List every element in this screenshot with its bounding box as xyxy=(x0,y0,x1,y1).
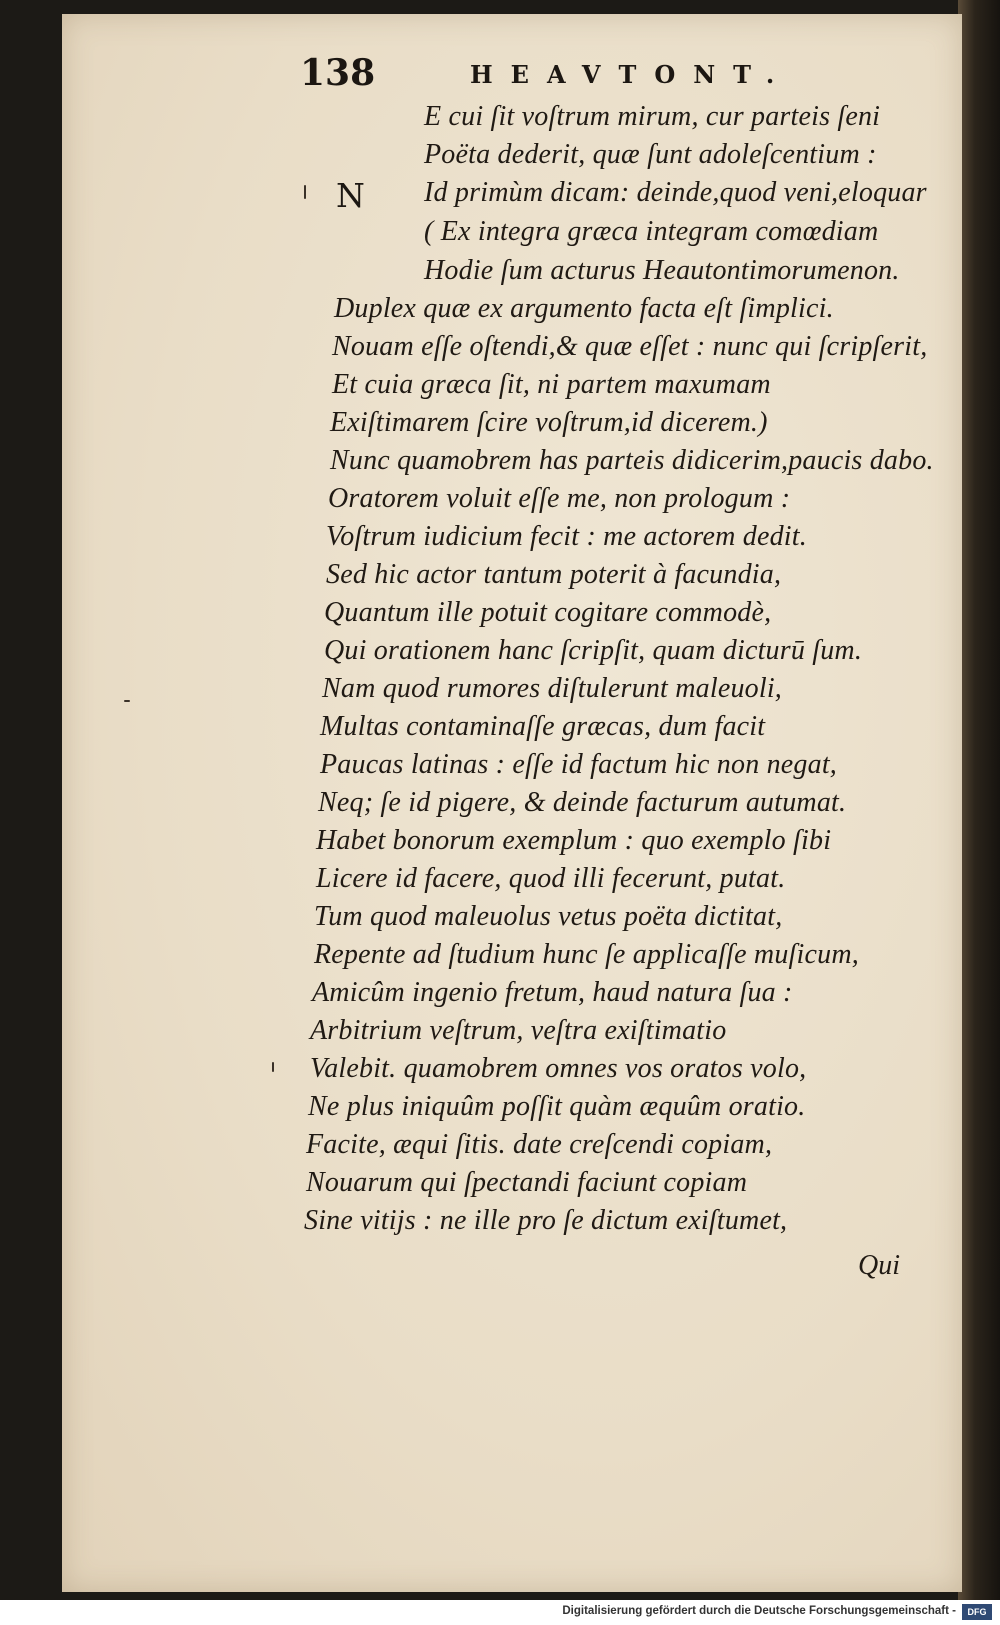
verse-line: Licere id facere, quod illi fecerunt, putat. xyxy=(316,863,786,894)
verse-line: Nouam eſſe oſtendi,& quæ eſſet : nunc qui ſcripſerit, xyxy=(332,331,928,362)
verse-line: E cui ſit voſtrum mirum, cur parteis ſeni xyxy=(424,101,881,132)
catchword: Qui xyxy=(858,1250,900,1281)
verse-line: Paucas latinas : eſſe id factum hic non negat, xyxy=(320,749,838,780)
verse-line: Id primùm dicam: deinde,quod veni,eloquar xyxy=(424,177,927,208)
verse-line: Facite, æqui ſitis. date creſcendi copiam, xyxy=(306,1129,773,1160)
verse-line: Nunc quamobrem has parteis didicerim,paucis dabo. xyxy=(330,445,934,476)
ink-speck xyxy=(272,1062,274,1072)
verse-line: Duplex quæ ex argumento facta eſt ſimplici. xyxy=(334,293,834,324)
verse-line: Voſtrum iudicium fecit : me actorem dedit. xyxy=(326,521,807,552)
verse-line: Nam quod rumores diſtulerunt maleuoli, xyxy=(322,673,783,704)
verse-line: Nouarum qui ſpectandi faciunt copiam xyxy=(306,1167,748,1198)
verse-line: Arbitrium veſtrum, veſtra exiſtimatio xyxy=(310,1015,727,1046)
verse-line: Oratorem voluit eſſe me, non prologum : xyxy=(328,483,791,514)
funding-credit: Digitalisierung gefördert durch die Deutsche Forschungsgemeinschaft - xyxy=(562,1605,956,1617)
verse-line: Neq; ſe id pigere, & deinde facturum autumat. xyxy=(318,787,847,818)
verse-line: Sine vitijs : ne ille pro ſe dictum exiſtumet, xyxy=(304,1205,788,1236)
marginal-letter: N xyxy=(336,176,365,215)
book-spine-edge xyxy=(958,0,1000,1600)
page-number: 138 xyxy=(300,52,376,94)
dfg-logo-icon: DFG xyxy=(962,1604,992,1620)
running-head: HEAVTONT. xyxy=(470,60,793,89)
verse-line: Amicûm ingenio fretum, haud natura ſua : xyxy=(312,977,793,1008)
verse-line: Repente ad ſtudium hunc ſe applicaſſe muſicum, xyxy=(314,939,859,970)
verse-line: Et cuia græca ſit, ni partem maxumam xyxy=(332,369,771,400)
verse-line: Ne plus iniquûm poſſit quàm æquûm oratio. xyxy=(308,1091,806,1122)
verse-line: Poëta dederit, quæ ſunt adoleſcentium : xyxy=(424,139,877,170)
digitization-footer xyxy=(0,1600,1000,1625)
page-header xyxy=(300,52,860,102)
verse-line: ( Ex integra græca integram comœdiam xyxy=(424,216,879,247)
verse-line: Exiſtimarem ſcire voſtrum,id dicerem.) xyxy=(330,407,768,438)
verse-line: Hodie ſum acturus Heautontimorumenon. xyxy=(424,255,900,286)
ink-speck xyxy=(124,700,130,702)
verse-line: Sed hic actor tantum poterit à facundia, xyxy=(326,559,782,590)
verse-line: Valebit. quamobrem omnes vos oratos volo, xyxy=(310,1053,807,1084)
verse-line: Tum quod maleuolus vetus poëta dictitat, xyxy=(314,901,783,932)
ink-speck xyxy=(304,185,306,199)
verse-line: Habet bonorum exemplum : quo exemplo ſibi xyxy=(316,825,832,856)
verse-line: Quantum ille potuit cogitare commodè, xyxy=(324,597,772,628)
verse-line: Qui orationem hanc ſcripſit, quam dicturū ſum. xyxy=(324,635,863,666)
verse-line: Multas contaminaſſe græcas, dum facit xyxy=(320,711,766,742)
